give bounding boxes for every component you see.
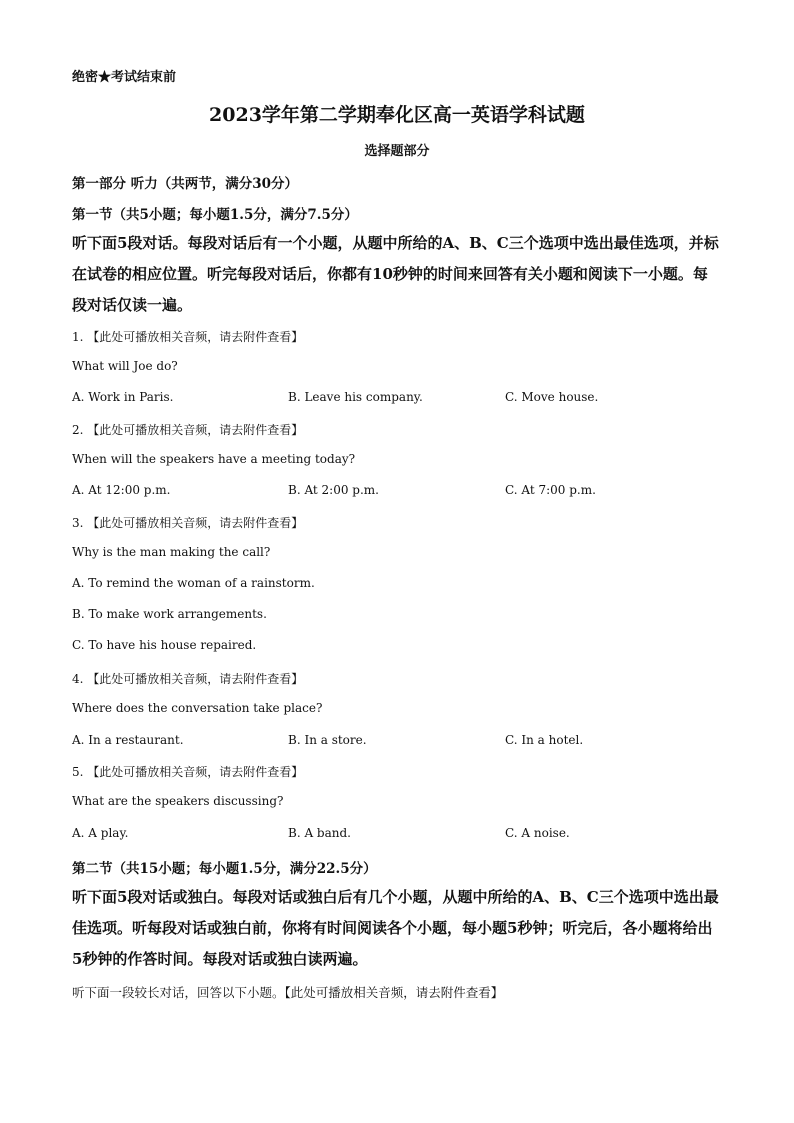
question-1-option-a[interactable]: A. Work in Paris.: [72, 390, 174, 404]
question-4-option-a[interactable]: A. In a restaurant.: [72, 733, 184, 747]
question-5-stem: What are the speakers discussing?: [72, 794, 284, 808]
question-3-option-b[interactable]: B. To make work arrangements.: [72, 607, 267, 621]
section1-heading: 第一节（共5小题；每小题1.5分，满分7.5分）: [72, 207, 358, 223]
question-5-option-b[interactable]: B. A band.: [288, 826, 351, 840]
question-3-option-c[interactable]: C. To have his house repaired.: [72, 638, 257, 652]
question-3-stem: Why is the man making the call?: [72, 545, 271, 559]
question-5-option-c[interactable]: C. A noise.: [505, 826, 570, 840]
question-3-option-a[interactable]: A. To remind the woman of a rainstorm.: [72, 576, 315, 590]
question-5-option-a[interactable]: A. A play.: [72, 826, 129, 840]
question-3-audio[interactable]: 3. 【此处可播放相关音频，请去附件查看】: [72, 516, 304, 530]
part1-heading: 第一部分 听力（共两节，满分30分）: [72, 176, 298, 192]
question-2-option-a[interactable]: A. At 12:00 p.m.: [72, 483, 171, 497]
question-2-stem: When will the speakers have a meeting today?: [72, 452, 356, 466]
question-5-audio[interactable]: 5. 【此处可播放相关音频，请去附件查看】: [72, 765, 304, 779]
section2-note[interactable]: 听下面一段较长对话，回答以下小题。【此处可播放相关音频，请去附件查看】: [72, 985, 504, 1000]
question-2-option-b[interactable]: B. At 2:00 p.m.: [288, 483, 379, 497]
page-subtitle: 选择题部分: [364, 144, 430, 159]
section2-instructions: 听下面5段对话或独白。每段对话或独白后有几个小题，从题中所给的A、B、C三个选项中选出最佳选项。听每段对话或独白前，你将有时间阅读各个小题，每小题5秒钟；听完后，各小题将给出5秒钟的作答时间。每段对话或独白读两遍。: [72, 888, 719, 968]
question-4-option-b[interactable]: B. In a store.: [288, 733, 367, 747]
question-1-audio[interactable]: 1. 【此处可播放相关音频，请去附件查看】: [72, 330, 304, 344]
question-1-option-b[interactable]: B. Leave his company.: [288, 390, 423, 404]
question-2-audio[interactable]: 2. 【此处可播放相关音频，请去附件查看】: [72, 423, 304, 437]
section2-heading: 第二节（共15小题；每小题1.5分，满分22.5分）: [72, 861, 377, 877]
question-1-stem: What will Joe do?: [72, 359, 178, 373]
question-4-audio[interactable]: 4. 【此处可播放相关音频，请去附件查看】: [72, 672, 304, 686]
section1-instructions: 听下面5段对话。每段对话后有一个小题，从题中所给的A、B、C三个选项中选出最佳选项，并标在试卷的相应位置。听完每段对话后，你都有10秒钟的时间来回答有关小题和阅读下一小题。每段对话仅读一遍。: [72, 234, 719, 314]
page-title: 2023学年第二学期奉化区高一英语学科试题: [209, 104, 585, 126]
question-4-stem: Where does the conversation take place?: [72, 701, 323, 715]
confidential-label: 绝密★考试结束前: [72, 70, 177, 85]
question-4-option-c[interactable]: C. In a hotel.: [505, 733, 584, 747]
question-2-option-c[interactable]: C. At 7:00 p.m.: [505, 483, 596, 497]
question-1-option-c[interactable]: C. Move house.: [505, 390, 599, 404]
